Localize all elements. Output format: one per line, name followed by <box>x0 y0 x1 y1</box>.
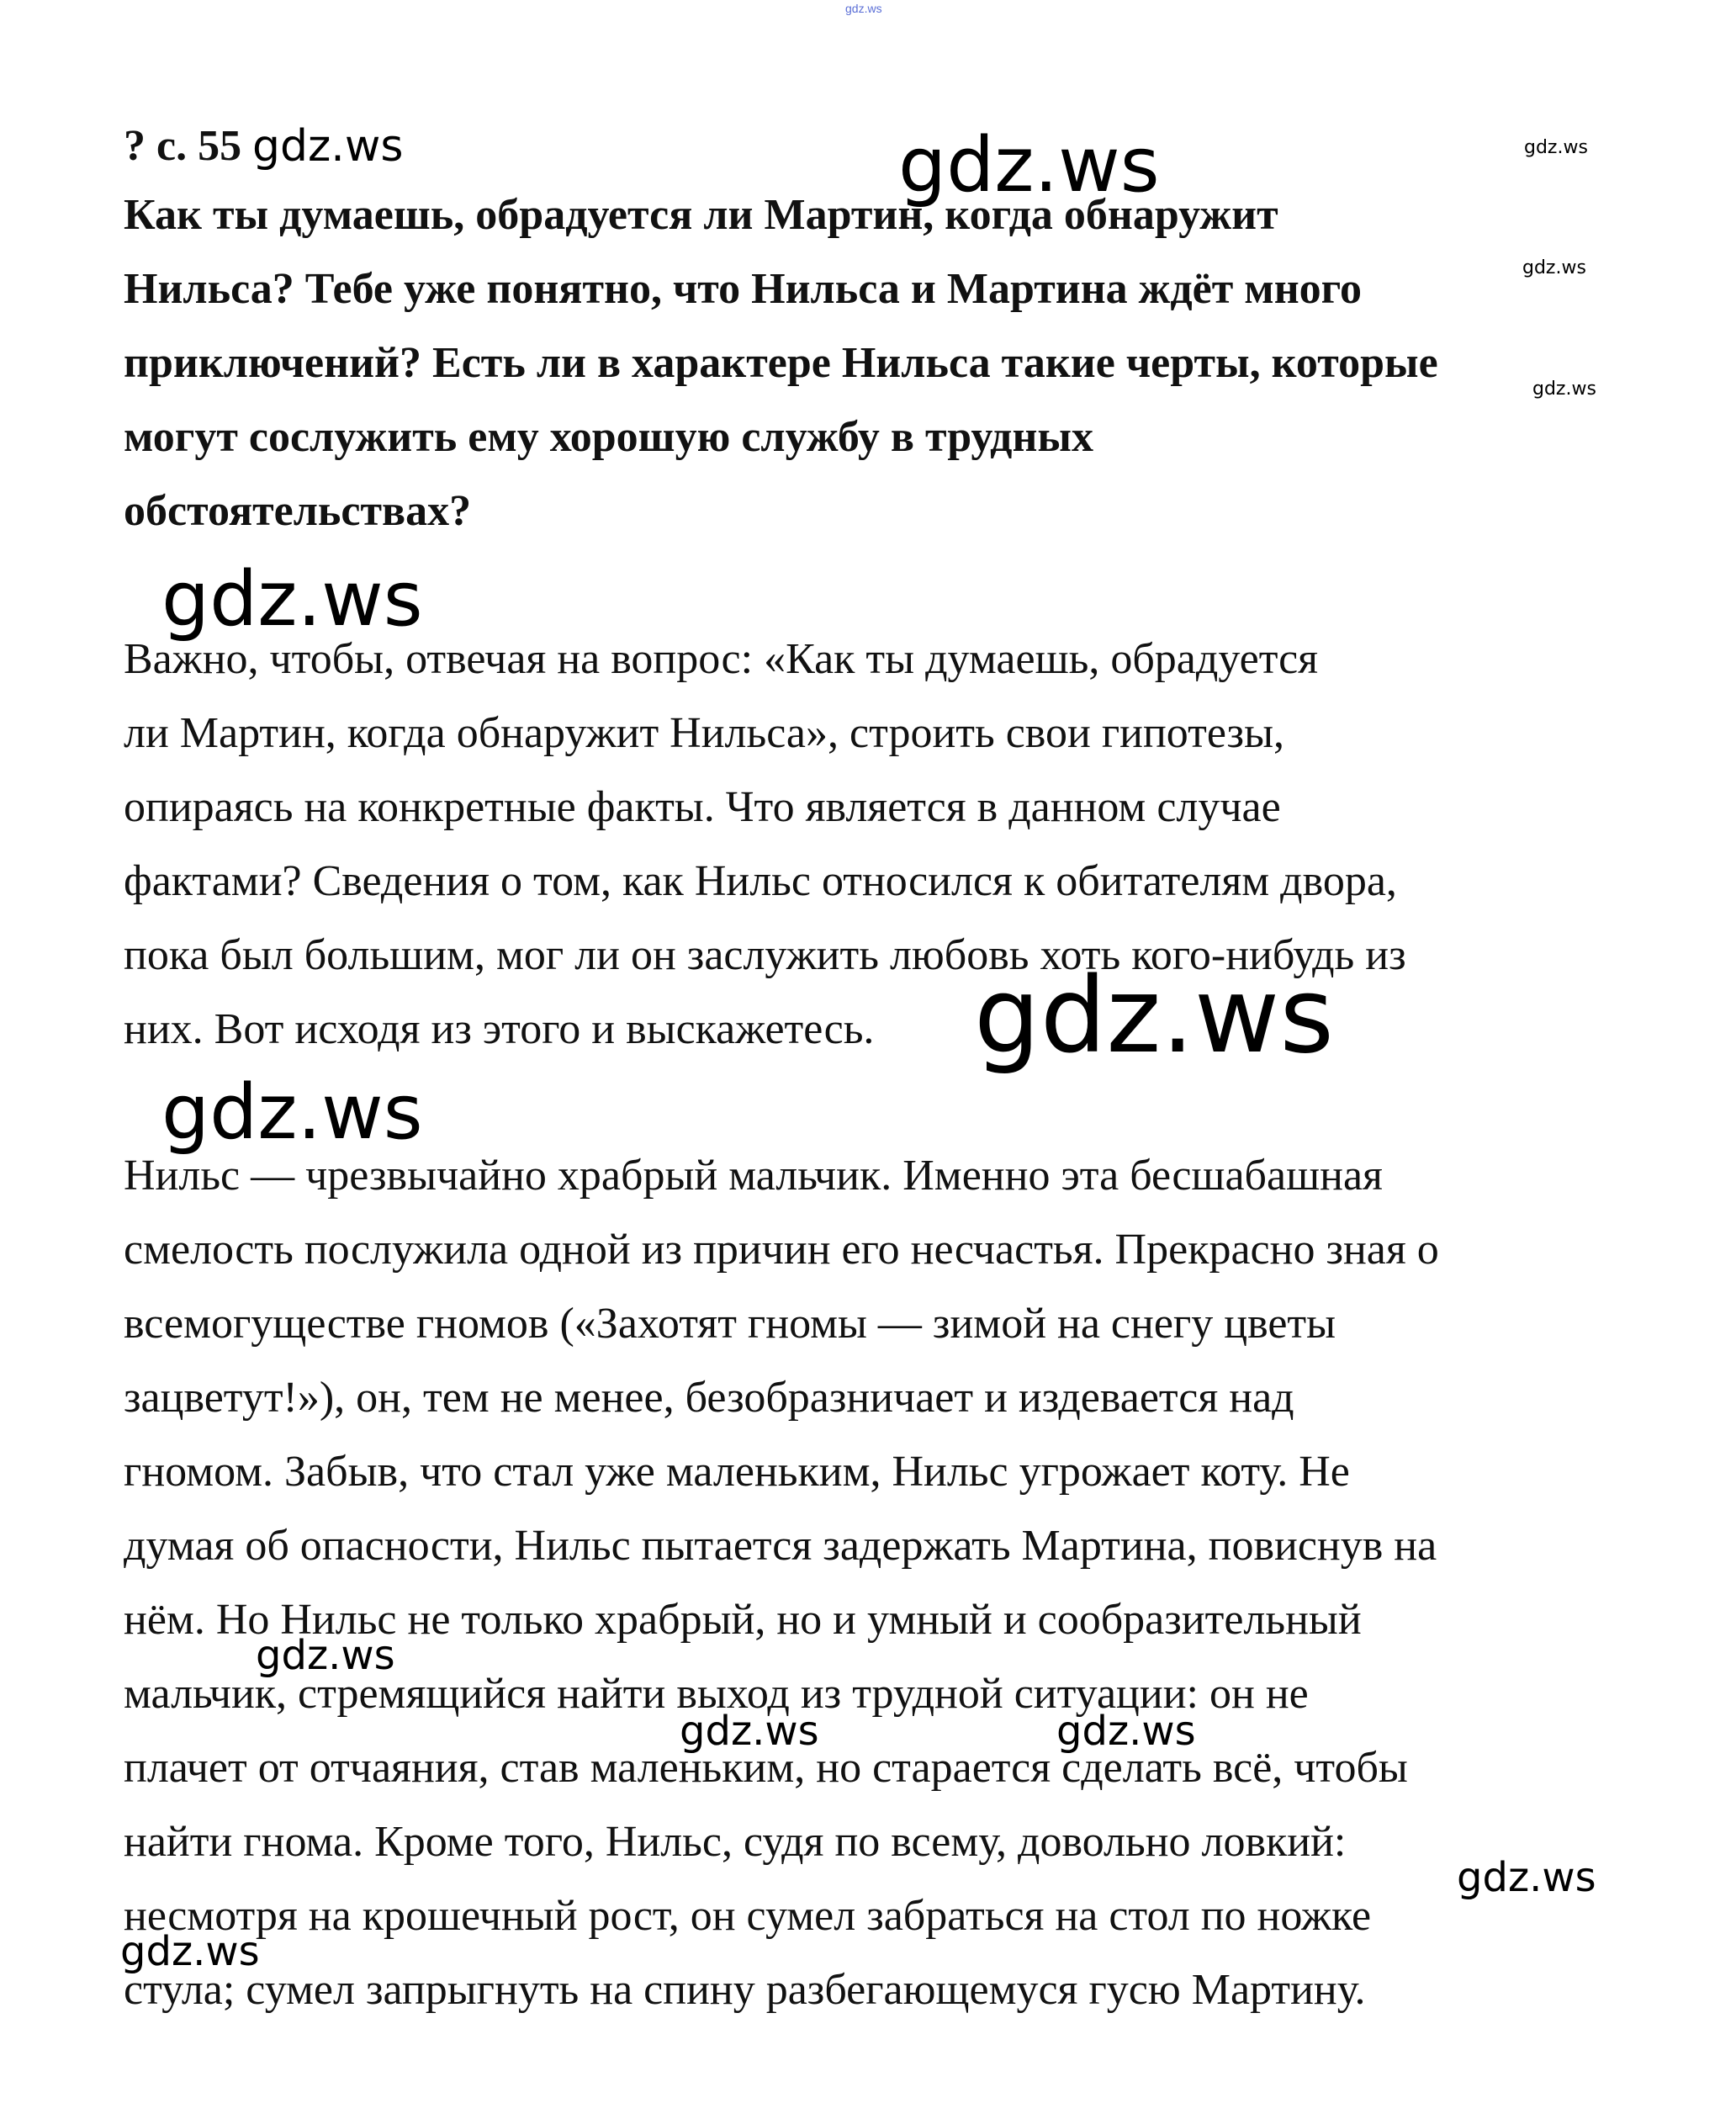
watermark: gdz.ws <box>898 121 1160 209</box>
watermark: gdz.ws <box>161 1068 423 1157</box>
watermark: gdz.ws <box>1522 257 1586 278</box>
answer-line: них. Вот исходя из этого и выскажетесь. <box>124 1005 875 1053</box>
watermark: gdz.ws <box>1457 1854 1596 1901</box>
answer-line: фактами? Сведения о том, как Нильс относился к обитателям двора, <box>124 857 1397 905</box>
answer-line: мальчик, стремящийся найти выход из трудной ситуации: он не <box>124 1670 1309 1718</box>
answer-line: опираясь на конкретные факты. Что является в данном случае <box>124 783 1281 831</box>
answer-line: плачет от отчаяния, став маленьким, но старается сделать всё, чтобы <box>124 1744 1408 1792</box>
question-line: приключений? Есть ли в характере Нильса такие черты, которые <box>124 339 1438 387</box>
answer-line: найти гнома. Кроме того, Нильс, судя по всему, довольно ловкий: <box>124 1818 1347 1866</box>
answer-line: гномом. Забыв, что стал уже маленьким, Нильс угрожает коту. Не <box>124 1448 1350 1496</box>
watermark: gdz.ws <box>1524 137 1588 158</box>
watermark: gdz.ws <box>1532 379 1596 400</box>
watermark: gdz.ws <box>1056 1708 1196 1755</box>
answer-line: смелость послужила одной из причин его несчастья. Прекрасно зная о <box>124 1226 1439 1274</box>
watermark: gdz.ws <box>974 956 1334 1077</box>
question-line: Как ты думаешь, обрадуется ли Мартин, когда обнаружит <box>124 191 1278 239</box>
answer-line: несмотря на крошечный рост, он сумел забраться на стол по ножке <box>124 1892 1372 1940</box>
answer-line: думая об опасности, Нильс пытается задержать Мартина, повиснув на <box>124 1522 1437 1570</box>
watermark: gdz.ws <box>252 121 404 172</box>
answer-line: Важно, чтобы, отвечая на вопрос: «Как ты думаешь, обрадуется <box>124 635 1319 683</box>
answer-line: Нильс — чрезвычайно храбрый мальчик. Именно эта бесшабашная <box>124 1152 1383 1200</box>
question-line: Нильса? Тебе уже понятно, что Нильса и Мартина ждёт много <box>124 265 1362 313</box>
question-line: могут сослужить ему хорошую службу в трудных <box>124 413 1094 461</box>
answer-line: всемогуществе гномов («Захотят гномы — зимой на снегу цветы <box>124 1300 1336 1348</box>
question-line: обстоятельствах? <box>124 487 472 535</box>
watermark: gdz.ws <box>680 1708 819 1755</box>
answer-line: зацветут!»), он, тем не менее, безобразничает и издевается над <box>124 1374 1294 1422</box>
answer-line: стула; сумел запрыгнуть на спину разбегающемуся гусю Мартину. <box>124 1966 1366 2014</box>
answer-line: ли Мартин, когда обнаружит Нильса», строить свои гипотезы, <box>124 709 1285 757</box>
watermark: gdz.ws <box>256 1632 395 1679</box>
answer-line: пока был большим, мог ли он заслужить любовь хоть кого-нибудь из <box>124 931 1406 979</box>
top-watermark: gdz.ws <box>845 2 882 15</box>
watermark: gdz.ws <box>120 1928 260 1975</box>
watermark: gdz.ws <box>161 555 423 644</box>
answer-line: нём. Но Нильс не только храбрый, но и умный и сообразительный <box>124 1596 1362 1644</box>
page-reference: ? с. 55 <box>124 122 242 170</box>
